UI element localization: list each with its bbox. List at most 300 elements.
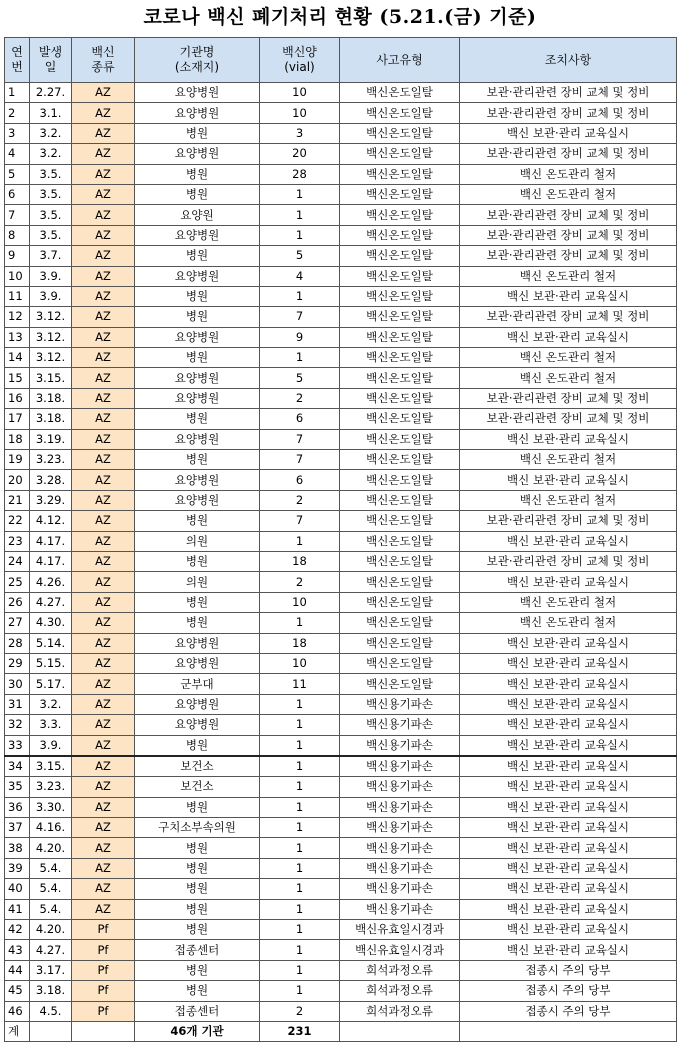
cell-no: 37 [5,818,30,838]
cell-action: 보관·관리관련 장비 교체 및 정비 [460,511,677,531]
cell-facility: 병원 [135,735,260,756]
cell-date: 4.17. [30,531,72,551]
table-row [5,368,677,388]
header-type: 사고유형 [340,38,460,83]
cell-amount: 1 [260,715,340,735]
cell-type: 백신온도일탈 [340,613,460,633]
cell-facility: 병원 [135,286,260,306]
cell-action: 백신 보관·관리 교육실시 [460,429,677,449]
cell-facility: 보건소 [135,777,260,797]
cell-action: 백신 온도관리 철저 [460,184,677,204]
table-row [5,450,677,470]
cell-type: 백신온도일탈 [340,653,460,673]
cell-amount: 28 [260,164,340,184]
cell-action: 백신 보관·관리 교육실시 [460,818,677,838]
cell-no: 7 [5,205,30,225]
cell-action: 백신 온도관리 철저 [460,368,677,388]
cell-no: 39 [5,858,30,878]
cell-no: 17 [5,409,30,429]
cell-vaccine: Pf [72,1001,135,1021]
cell-type: 백신온도일탈 [340,511,460,531]
cell-action: 백신 보관·관리 교육실시 [460,879,677,899]
cell-type: 백신온도일탈 [340,83,460,103]
cell-action: 백신 온도관리 철저 [460,613,677,633]
total-empty [30,1021,72,1041]
cell-action: 백신 온도관리 철저 [460,450,677,470]
cell-action: 백신 보관·관리 교육실시 [460,735,677,756]
cell-vaccine: AZ [72,653,135,673]
cell-facility: 병원 [135,307,260,327]
cell-no: 33 [5,735,30,756]
cell-amount: 7 [260,429,340,449]
cell-facility: 병원 [135,123,260,143]
cell-type: 백신온도일탈 [340,572,460,592]
cell-date: 3.23. [30,777,72,797]
cell-type: 백신온도일탈 [340,551,460,571]
cell-vaccine: AZ [72,83,135,103]
cell-date: 4.12. [30,511,72,531]
cell-action: 보관·관리관련 장비 교체 및 정비 [460,388,677,408]
cell-date: 5.14. [30,633,72,653]
cell-action: 보관·관리관련 장비 교체 및 정비 [460,103,677,123]
cell-facility: 요양병원 [135,225,260,245]
cell-vaccine: AZ [72,123,135,143]
cell-date: 3.18. [30,981,72,1001]
cell-action: 보관·관리관련 장비 교체 및 정비 [460,551,677,571]
cell-date: 5.4. [30,899,72,919]
cell-date: 3.18. [30,409,72,429]
cell-facility: 병원 [135,920,260,940]
cell-date: 3.9. [30,286,72,306]
cell-type: 백신용기파손 [340,777,460,797]
cell-amount: 1 [260,184,340,204]
table-row [5,572,677,592]
cell-type: 백신온도일탈 [340,388,460,408]
cell-amount: 1 [260,838,340,858]
cell-action: 백신 보관·관리 교육실시 [460,470,677,490]
cell-action: 보관·관리관련 장비 교체 및 정비 [460,246,677,266]
cell-amount: 5 [260,246,340,266]
cell-date: 3.7. [30,246,72,266]
cell-date: 3.12. [30,307,72,327]
header-vaccine: 백신 종류 [72,38,135,83]
cell-vaccine: AZ [72,551,135,571]
cell-action: 백신 보관·관리 교육실시 [460,858,677,878]
cell-no: 25 [5,572,30,592]
cell-amount: 11 [260,674,340,694]
cell-amount: 1 [260,286,340,306]
table-row [5,735,677,756]
cell-amount: 1 [260,756,340,777]
cell-vaccine: AZ [72,409,135,429]
cell-type: 백신온도일탈 [340,368,460,388]
cell-action: 백신 온도관리 철저 [460,164,677,184]
cell-type: 백신용기파손 [340,735,460,756]
cell-facility: 병원 [135,960,260,980]
cell-amount: 6 [260,470,340,490]
cell-type: 백신온도일탈 [340,246,460,266]
cell-no: 15 [5,368,30,388]
cell-vaccine: AZ [72,613,135,633]
cell-amount: 2 [260,572,340,592]
cell-vaccine: AZ [72,633,135,653]
cell-amount: 2 [260,388,340,408]
table-row [5,674,677,694]
cell-facility: 요양병원 [135,368,260,388]
cell-type: 백신온도일탈 [340,103,460,123]
cell-no: 23 [5,531,30,551]
table-row [5,756,677,777]
cell-no: 27 [5,613,30,633]
cell-vaccine: AZ [72,368,135,388]
total-facility-count: 46개 기관 [135,1021,260,1041]
cell-facility: 병원 [135,450,260,470]
cell-action: 보관·관리관련 장비 교체 및 정비 [460,83,677,103]
cell-vaccine: AZ [72,327,135,347]
cell-facility: 병원 [135,551,260,571]
cell-type: 백신용기파손 [340,715,460,735]
table-row [5,592,677,612]
cell-facility: 요양원 [135,205,260,225]
cell-facility: 요양병원 [135,470,260,490]
cell-vaccine: AZ [72,511,135,531]
cell-date: 3.19. [30,429,72,449]
cell-date: 4.16. [30,818,72,838]
cell-facility: 접종센터 [135,1001,260,1021]
cell-amount: 4 [260,266,340,286]
table-row [5,327,677,347]
cell-facility: 병원 [135,613,260,633]
table-row [5,429,677,449]
cell-amount: 1 [260,348,340,368]
cell-type: 백신온도일탈 [340,592,460,612]
cell-type: 백신온도일탈 [340,674,460,694]
cell-no: 44 [5,960,30,980]
cell-date: 3.30. [30,797,72,817]
cell-vaccine: AZ [72,879,135,899]
cell-facility: 보건소 [135,756,260,777]
cell-action: 백신 보관·관리 교육실시 [460,715,677,735]
table-row [5,694,677,714]
table-row [5,164,677,184]
cell-amount: 18 [260,633,340,653]
table-row [5,633,677,653]
cell-no: 34 [5,756,30,777]
cell-date: 3.1. [30,103,72,123]
cell-action: 백신 온도관리 철저 [460,490,677,510]
cell-date: 3.17. [30,960,72,980]
cell-facility: 병원 [135,348,260,368]
cell-no: 8 [5,225,30,245]
cell-vaccine: AZ [72,266,135,286]
cell-amount: 2 [260,1001,340,1021]
cell-date: 3.5. [30,225,72,245]
cell-action: 백신 보관·관리 교육실시 [460,694,677,714]
cell-facility: 병원 [135,981,260,1001]
table-row [5,123,677,143]
table-row [5,490,677,510]
cell-amount: 9 [260,327,340,347]
cell-no: 26 [5,592,30,612]
table-row [5,307,677,327]
cell-vaccine: AZ [72,592,135,612]
cell-action: 백신 보관·관리 교육실시 [460,633,677,653]
cell-vaccine: AZ [72,674,135,694]
cell-amount: 1 [260,531,340,551]
cell-action: 보관·관리관련 장비 교체 및 정비 [460,144,677,164]
table-row [5,409,677,429]
cell-action: 백신 보관·관리 교육실시 [460,940,677,960]
total-label: 계 [5,1021,30,1041]
cell-action: 백신 보관·관리 교육실시 [460,920,677,940]
cell-vaccine: AZ [72,572,135,592]
table-row [5,879,677,899]
cell-no: 46 [5,1001,30,1021]
cell-no: 29 [5,653,30,673]
cell-vaccine: AZ [72,838,135,858]
cell-action: 보관·관리관련 장비 교체 및 정비 [460,409,677,429]
cell-amount: 1 [260,797,340,817]
cell-amount: 7 [260,511,340,531]
cell-date: 4.20. [30,920,72,940]
table-row [5,899,677,919]
cell-vaccine: Pf [72,981,135,1001]
cell-vaccine: AZ [72,715,135,735]
cell-amount: 1 [260,858,340,878]
cell-action: 백신 보관·관리 교육실시 [460,572,677,592]
table-row [5,348,677,368]
cell-date: 3.12. [30,348,72,368]
cell-facility: 병원 [135,164,260,184]
cell-facility: 요양병원 [135,266,260,286]
cell-facility: 요양병원 [135,327,260,347]
cell-type: 백신온도일탈 [340,164,460,184]
cell-date: 3.5. [30,184,72,204]
cell-vaccine: AZ [72,286,135,306]
cell-type: 백신온도일탈 [340,184,460,204]
table-row [5,960,677,980]
cell-facility: 요양병원 [135,103,260,123]
cell-no: 28 [5,633,30,653]
cell-date: 3.15. [30,756,72,777]
cell-vaccine: Pf [72,960,135,980]
cell-vaccine: AZ [72,225,135,245]
table-row [5,1001,677,1021]
cell-amount: 10 [260,592,340,612]
cell-amount: 1 [260,694,340,714]
table-row [5,286,677,306]
cell-action: 보관·관리관련 장비 교체 및 정비 [460,225,677,245]
cell-facility: 병원 [135,592,260,612]
cell-vaccine: AZ [72,735,135,756]
cell-vaccine: AZ [72,103,135,123]
cell-amount: 1 [260,777,340,797]
table-row [5,940,677,960]
cell-type: 백신용기파손 [340,899,460,919]
cell-date: 3.18. [30,388,72,408]
cell-no: 9 [5,246,30,266]
cell-amount: 1 [260,960,340,980]
cell-amount: 1 [260,613,340,633]
cell-no: 16 [5,388,30,408]
cell-vaccine: AZ [72,694,135,714]
cell-amount: 18 [260,551,340,571]
cell-no: 18 [5,429,30,449]
table-row [5,981,677,1001]
cell-facility: 요양병원 [135,715,260,735]
cell-vaccine: AZ [72,777,135,797]
cell-date: 4.30. [30,613,72,633]
cell-vaccine: AZ [72,470,135,490]
cell-type: 백신온도일탈 [340,348,460,368]
vaccine-disposal-table [4,37,677,1042]
cell-no: 4 [5,144,30,164]
cell-vaccine: AZ [72,429,135,449]
cell-type: 백신용기파손 [340,797,460,817]
cell-type: 백신온도일탈 [340,327,460,347]
cell-type: 희석과정오류 [340,1001,460,1021]
header-row [5,38,677,83]
cell-amount: 7 [260,450,340,470]
cell-facility: 의원 [135,572,260,592]
cell-amount: 10 [260,653,340,673]
cell-type: 백신유효일시경과 [340,940,460,960]
cell-no: 6 [5,184,30,204]
cell-no: 11 [5,286,30,306]
cell-action: 접종시 주의 당부 [460,960,677,980]
cell-type: 백신온도일탈 [340,144,460,164]
total-empty [460,1021,677,1041]
cell-facility: 병원 [135,838,260,858]
cell-amount: 10 [260,83,340,103]
cell-type: 백신용기파손 [340,838,460,858]
cell-amount: 1 [260,818,340,838]
cell-action: 백신 보관·관리 교육실시 [460,777,677,797]
cell-no: 43 [5,940,30,960]
cell-no: 36 [5,797,30,817]
cell-amount: 1 [260,205,340,225]
table-row [5,225,677,245]
cell-action: 백신 온도관리 철저 [460,266,677,286]
cell-no: 41 [5,899,30,919]
cell-no: 24 [5,551,30,571]
cell-action: 백신 보관·관리 교육실시 [460,797,677,817]
table-row [5,551,677,571]
cell-type: 백신온도일탈 [340,123,460,143]
cell-no: 38 [5,838,30,858]
total-empty [340,1021,460,1041]
cell-facility: 병원 [135,858,260,878]
cell-action: 백신 보관·관리 교육실시 [460,756,677,777]
cell-date: 3.15. [30,368,72,388]
table-row [5,388,677,408]
table-row [5,83,677,103]
cell-date: 5.17. [30,674,72,694]
cell-facility: 병원 [135,409,260,429]
cell-date: 3.5. [30,164,72,184]
cell-type: 백신온도일탈 [340,490,460,510]
table-row [5,838,677,858]
cell-no: 22 [5,511,30,531]
cell-date: 3.3. [30,715,72,735]
table-row [5,715,677,735]
cell-facility: 병원 [135,797,260,817]
cell-type: 백신용기파손 [340,756,460,777]
cell-action: 백신 온도관리 철저 [460,348,677,368]
cell-no: 20 [5,470,30,490]
cell-amount: 1 [260,879,340,899]
header-action: 조치사항 [460,38,677,83]
cell-type: 백신용기파손 [340,858,460,878]
cell-action: 백신 온도관리 철저 [460,592,677,612]
cell-date: 3.2. [30,123,72,143]
cell-type: 백신유효일시경과 [340,920,460,940]
cell-vaccine: AZ [72,797,135,817]
cell-no: 19 [5,450,30,470]
table-row [5,266,677,286]
cell-date: 3.23. [30,450,72,470]
cell-vaccine: AZ [72,531,135,551]
cell-amount: 1 [260,920,340,940]
cell-vaccine: AZ [72,899,135,919]
cell-action: 보관·관리관련 장비 교체 및 정비 [460,205,677,225]
table-row [5,858,677,878]
cell-no: 3 [5,123,30,143]
cell-type: 백신용기파손 [340,879,460,899]
cell-action: 백신 보관·관리 교육실시 [460,653,677,673]
cell-facility: 요양병원 [135,490,260,510]
cell-amount: 1 [260,981,340,1001]
table-row [5,103,677,123]
cell-date: 3.9. [30,266,72,286]
cell-facility: 요양병원 [135,429,260,449]
cell-vaccine: AZ [72,184,135,204]
cell-facility: 요양병원 [135,388,260,408]
cell-facility: 접종센터 [135,940,260,960]
cell-action: 백신 보관·관리 교육실시 [460,838,677,858]
cell-date: 5.4. [30,879,72,899]
cell-no: 30 [5,674,30,694]
total-empty [72,1021,135,1041]
total-amount: 231 [260,1021,340,1041]
cell-no: 12 [5,307,30,327]
cell-no: 10 [5,266,30,286]
cell-facility: 요양병원 [135,144,260,164]
cell-vaccine: AZ [72,858,135,878]
cell-vaccine: AZ [72,164,135,184]
cell-type: 백신온도일탈 [340,225,460,245]
cell-facility: 군부대 [135,674,260,694]
cell-vaccine: AZ [72,246,135,266]
cell-facility: 요양병원 [135,653,260,673]
cell-amount: 20 [260,144,340,164]
cell-facility: 병원 [135,184,260,204]
cell-action: 백신 보관·관리 교육실시 [460,123,677,143]
cell-date: 2.27. [30,83,72,103]
cell-amount: 1 [260,735,340,756]
cell-no: 40 [5,879,30,899]
header-amount: 백신양 (vial) [260,38,340,83]
page-title: 코로나 백신 폐기처리 현황 (5.21.(금) 기준) [143,6,537,28]
cell-date: 5.15. [30,653,72,673]
cell-vaccine: Pf [72,940,135,960]
cell-amount: 3 [260,123,340,143]
cell-date: 4.20. [30,838,72,858]
cell-no: 2 [5,103,30,123]
cell-facility: 병원 [135,246,260,266]
table-row [5,920,677,940]
cell-no: 1 [5,83,30,103]
